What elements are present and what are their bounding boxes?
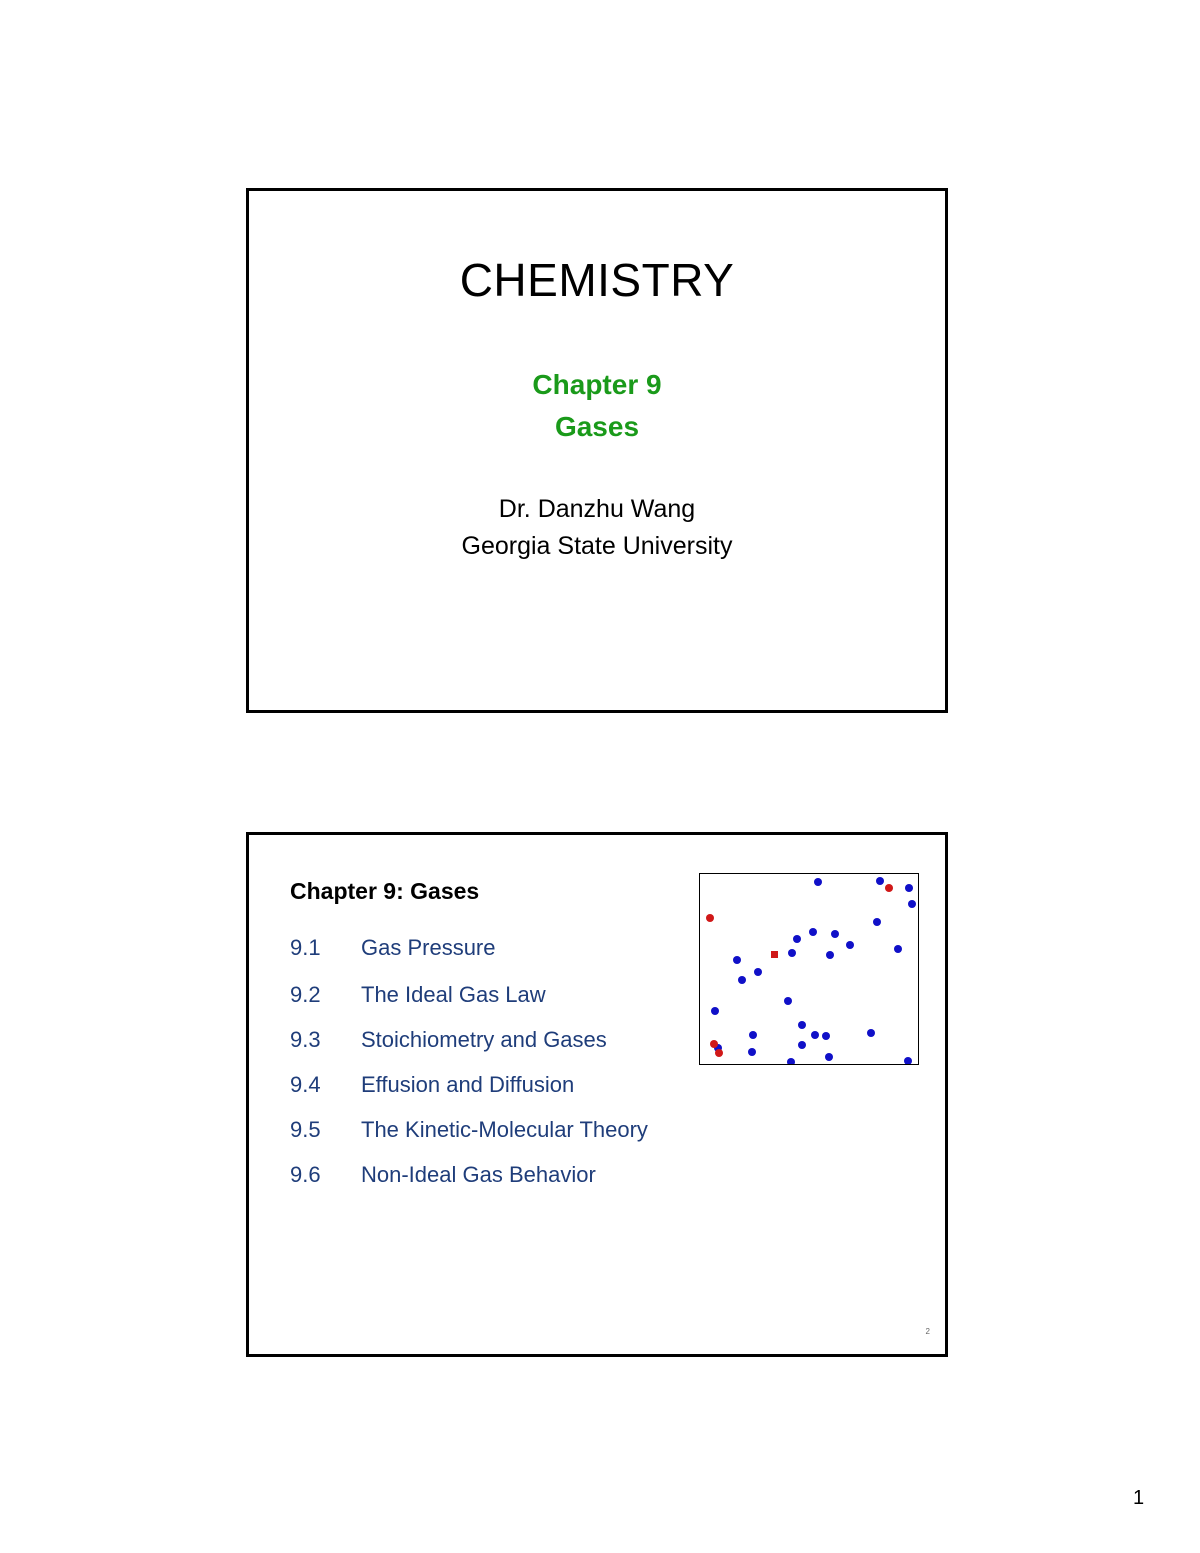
blue-particle: [825, 1053, 833, 1061]
blue-particle: [904, 1057, 912, 1065]
blue-particle: [793, 935, 801, 943]
blue-particle: [754, 968, 762, 976]
blue-particle: [876, 877, 884, 885]
course-title: CHEMISTRY: [459, 254, 735, 306]
section-title: Stoichiometry and Gases: [361, 1027, 607, 1052]
section-number: 9.1: [290, 935, 321, 960]
blue-particle: [749, 1031, 757, 1039]
blue-particle: [748, 1048, 756, 1056]
blue-particle: [905, 884, 913, 892]
blue-particle: [826, 951, 834, 959]
blue-particle: [733, 956, 741, 964]
blue-particle: [798, 1041, 806, 1049]
chapter-label: Chapter 9: [532, 369, 662, 400]
title-slide: [246, 188, 948, 713]
section-title: The Ideal Gas Law: [361, 982, 546, 1007]
blue-particle: [822, 1032, 830, 1040]
red-particle: [771, 951, 778, 958]
page-number: 1: [1133, 1487, 1145, 1509]
section-title: Effusion and Diffusion: [361, 1072, 575, 1097]
blue-particle: [784, 997, 792, 1005]
red-particles: [706, 884, 893, 1057]
section-title: Non-Ideal Gas Behavior: [361, 1162, 596, 1187]
blue-particle: [811, 1031, 819, 1039]
section-number: 9.2: [290, 982, 321, 1007]
author-name: Dr. Danzhu Wang: [498, 495, 696, 523]
institution-name: Georgia State University: [461, 532, 733, 560]
section-number: 9.6: [290, 1162, 321, 1187]
blue-particle: [831, 930, 839, 938]
section-title: Gas Pressure: [361, 935, 496, 960]
red-particle: [885, 884, 893, 892]
section-number: 9.3: [290, 1027, 321, 1052]
gas-particle-illustration: [699, 873, 919, 1065]
blue-particle: [711, 1007, 719, 1015]
blue-particle: [798, 1021, 806, 1029]
blue-particle: [738, 976, 746, 984]
blue-particle: [846, 941, 854, 949]
blue-particle: [867, 1029, 875, 1037]
blue-particle: [787, 1058, 795, 1065]
red-particle: [710, 1040, 718, 1048]
contents-heading: Chapter 9: Gases: [290, 878, 480, 904]
red-particle: [706, 914, 714, 922]
blue-particles: [711, 877, 916, 1065]
contents-slide: [246, 832, 948, 1357]
section-number: 9.5: [290, 1117, 321, 1142]
blue-particle: [873, 918, 881, 926]
blue-particle: [814, 878, 822, 886]
blue-particle: [894, 945, 902, 953]
blue-particle: [908, 900, 916, 908]
blue-particle: [788, 949, 796, 957]
chapter-topic: Gases: [554, 411, 640, 442]
section-number: 9.4: [290, 1072, 321, 1097]
blue-particle: [809, 928, 817, 936]
red-particle: [715, 1049, 723, 1057]
slide-number: 2: [925, 1327, 930, 1336]
gas-particles-svg: [700, 874, 919, 1065]
section-title: The Kinetic-Molecular Theory: [361, 1117, 648, 1142]
